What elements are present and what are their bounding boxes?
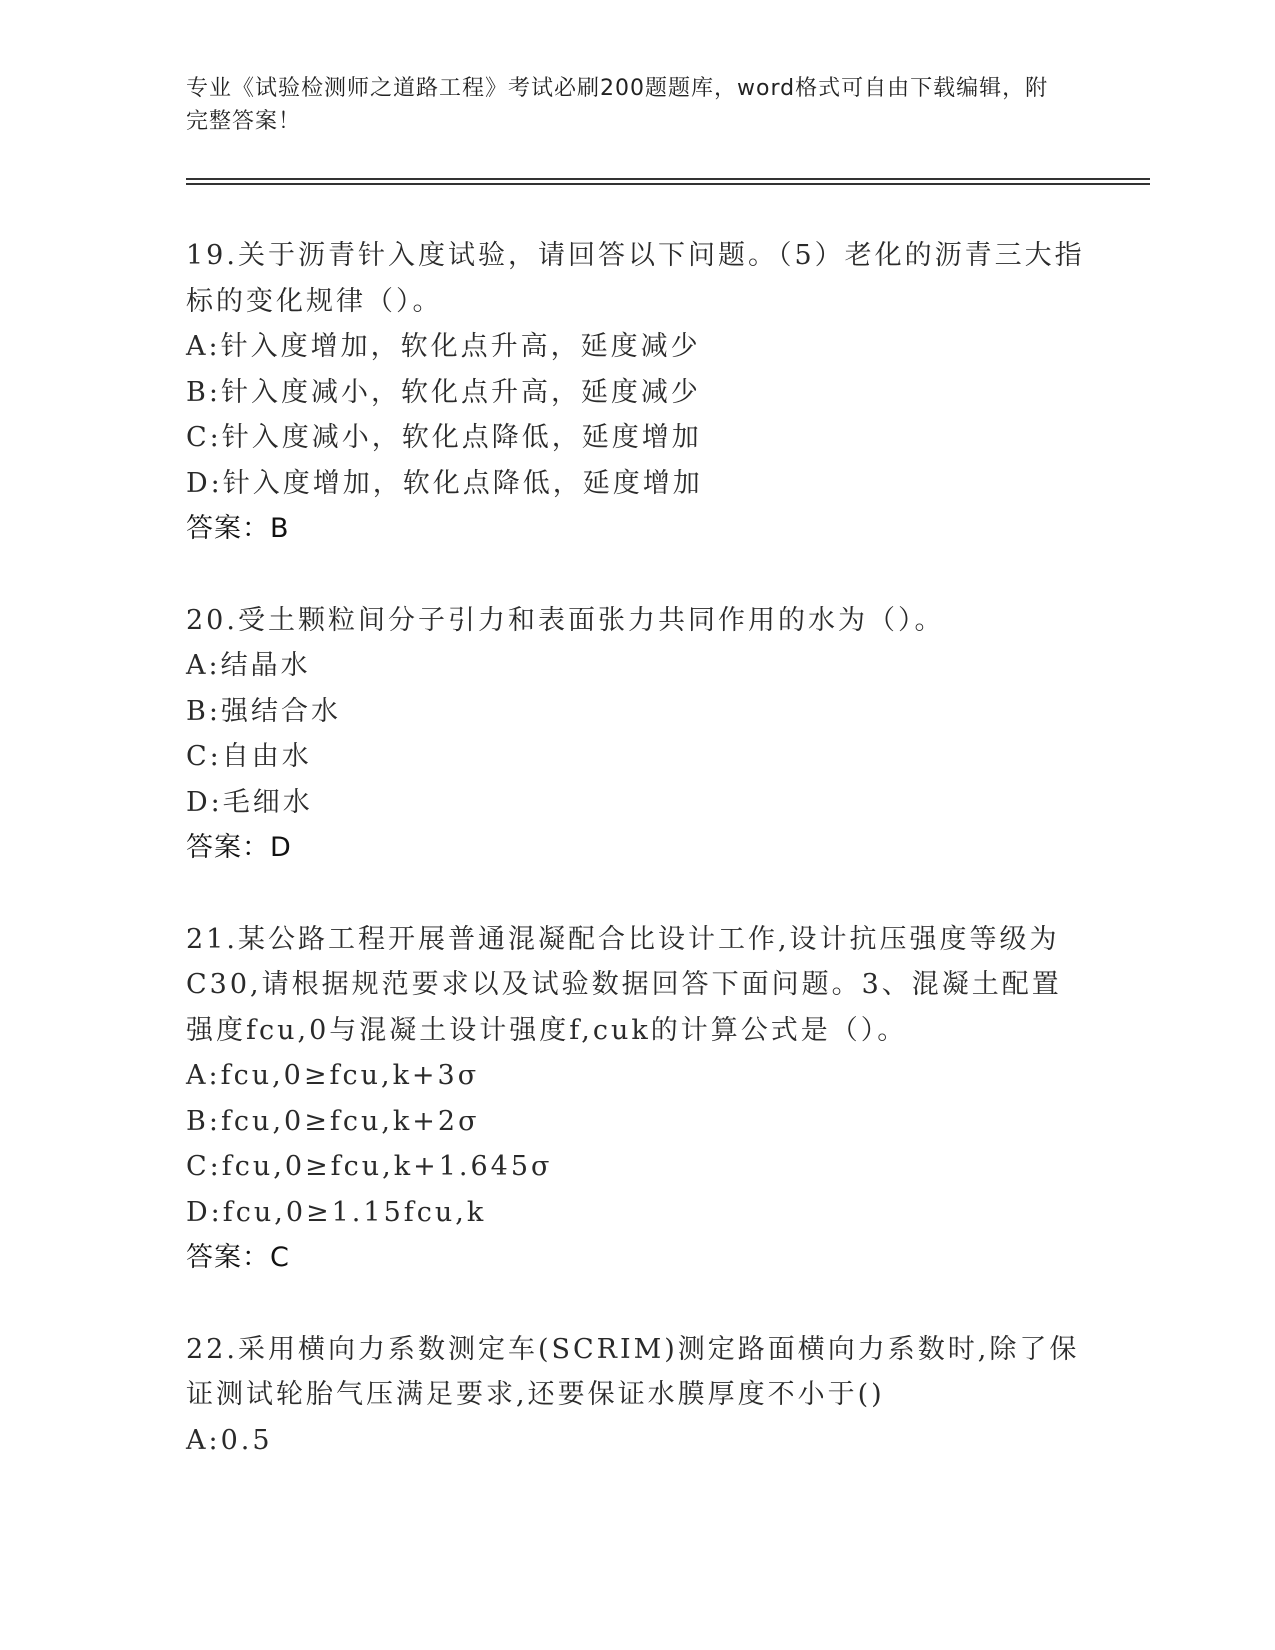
question-21	[186, 917, 1086, 1281]
answer: 答案：B	[186, 513, 290, 544]
option-d: D:针入度增加，软化点降低，延度增加	[186, 467, 703, 499]
answer: 答案：D	[186, 832, 292, 863]
answer: 答案：C	[186, 1242, 290, 1273]
option-b: B:fcu,0≥fcu,k+2σ	[186, 1105, 480, 1137]
question-22	[186, 1327, 1086, 1464]
option-d: D:fcu,0≥1.15fcu,k	[186, 1196, 487, 1228]
option-c: C:针入度减小，软化点降低，延度增加	[186, 422, 702, 453]
option-c: C:自由水	[186, 741, 312, 772]
question-list	[186, 233, 1086, 1509]
header-title: 专业《试验检测师之道路工程》考试必刷200题题库，word格式可自由下载编辑，附完整答案！	[186, 76, 1049, 134]
document-header	[186, 72, 1066, 138]
option-a: A:0.5	[186, 1424, 273, 1456]
header-divider-top	[186, 178, 1150, 180]
question-text: 21.某公路工程开展普通混凝配合比设计工作,设计抗压强度等级为C30,请根据规范要求以及试验数据回答下面问题。3、混凝土配置强度fcu,0与混凝土设计强度f,cuk的计算公式是（）。	[186, 923, 1062, 1046]
question-text: 19.关于沥青针入度试验，请回答以下问题。（5）老化的沥青三大指标的变化规律（）。	[186, 240, 1085, 317]
option-a: A:针入度增加，软化点升高，延度减少	[186, 331, 701, 362]
option-a: A:结晶水	[186, 650, 311, 681]
option-d: D:毛细水	[186, 786, 313, 818]
question-20	[186, 598, 1086, 871]
option-b: B:针入度减小，软化点升高，延度减少	[186, 376, 701, 408]
question-text: 22.采用横向力系数测定车(SCRIM)测定路面横向力系数时,除了保证测试轮胎气压满足要求,还要保证水膜厚度不小于()	[186, 1333, 1080, 1410]
question-text: 20.受土颗粒间分子引力和表面张力共同作用的水为（）。	[186, 604, 945, 636]
option-b: B:强结合水	[186, 695, 341, 727]
header-divider-bottom	[186, 183, 1150, 185]
question-19	[186, 233, 1086, 552]
option-a: A:fcu,0≥fcu,k+3σ	[186, 1060, 480, 1091]
option-c: C:fcu,0≥fcu,k+1.645σ	[186, 1151, 553, 1182]
